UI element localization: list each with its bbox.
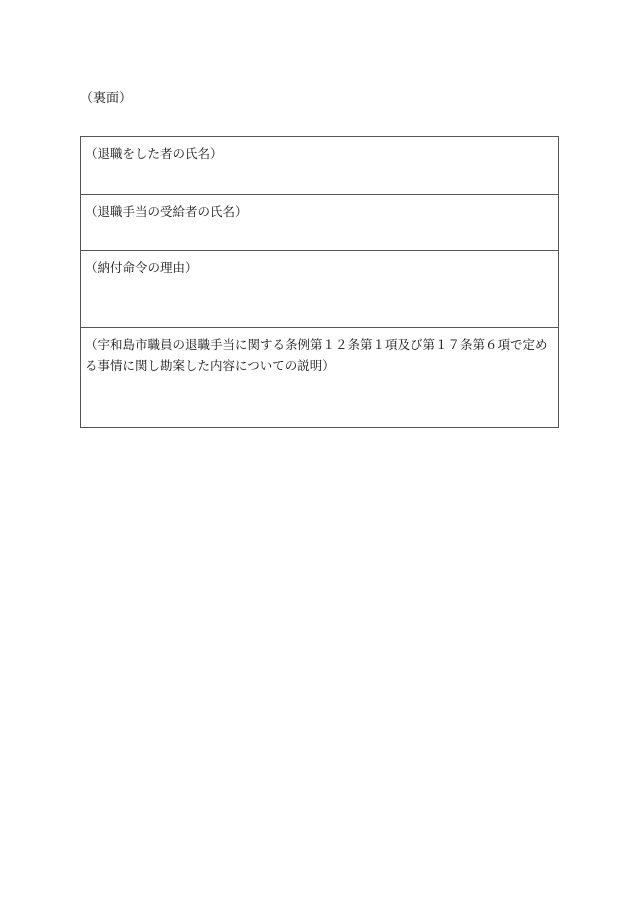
form-table [80,136,559,428]
recipient-name-label: （退職手当の受給者の氏名） [85,204,248,219]
retiree-name-row [81,137,558,194]
payment-order-reason-label: （納付命令の理由） [85,260,198,275]
considered-circumstances-row [81,327,558,427]
page-heading: （裏面） [80,91,133,106]
retiree-name-label: （退職をした者の氏名） [85,146,223,161]
payment-order-reason-row [81,250,558,327]
recipient-name-row [81,194,558,250]
considered-circumstances-label: （宇和島市職員の退職手当に関する条例第１２条第１項及び第１７条第６項で定める事情に関し勘案した内容についての説明） [85,337,548,373]
